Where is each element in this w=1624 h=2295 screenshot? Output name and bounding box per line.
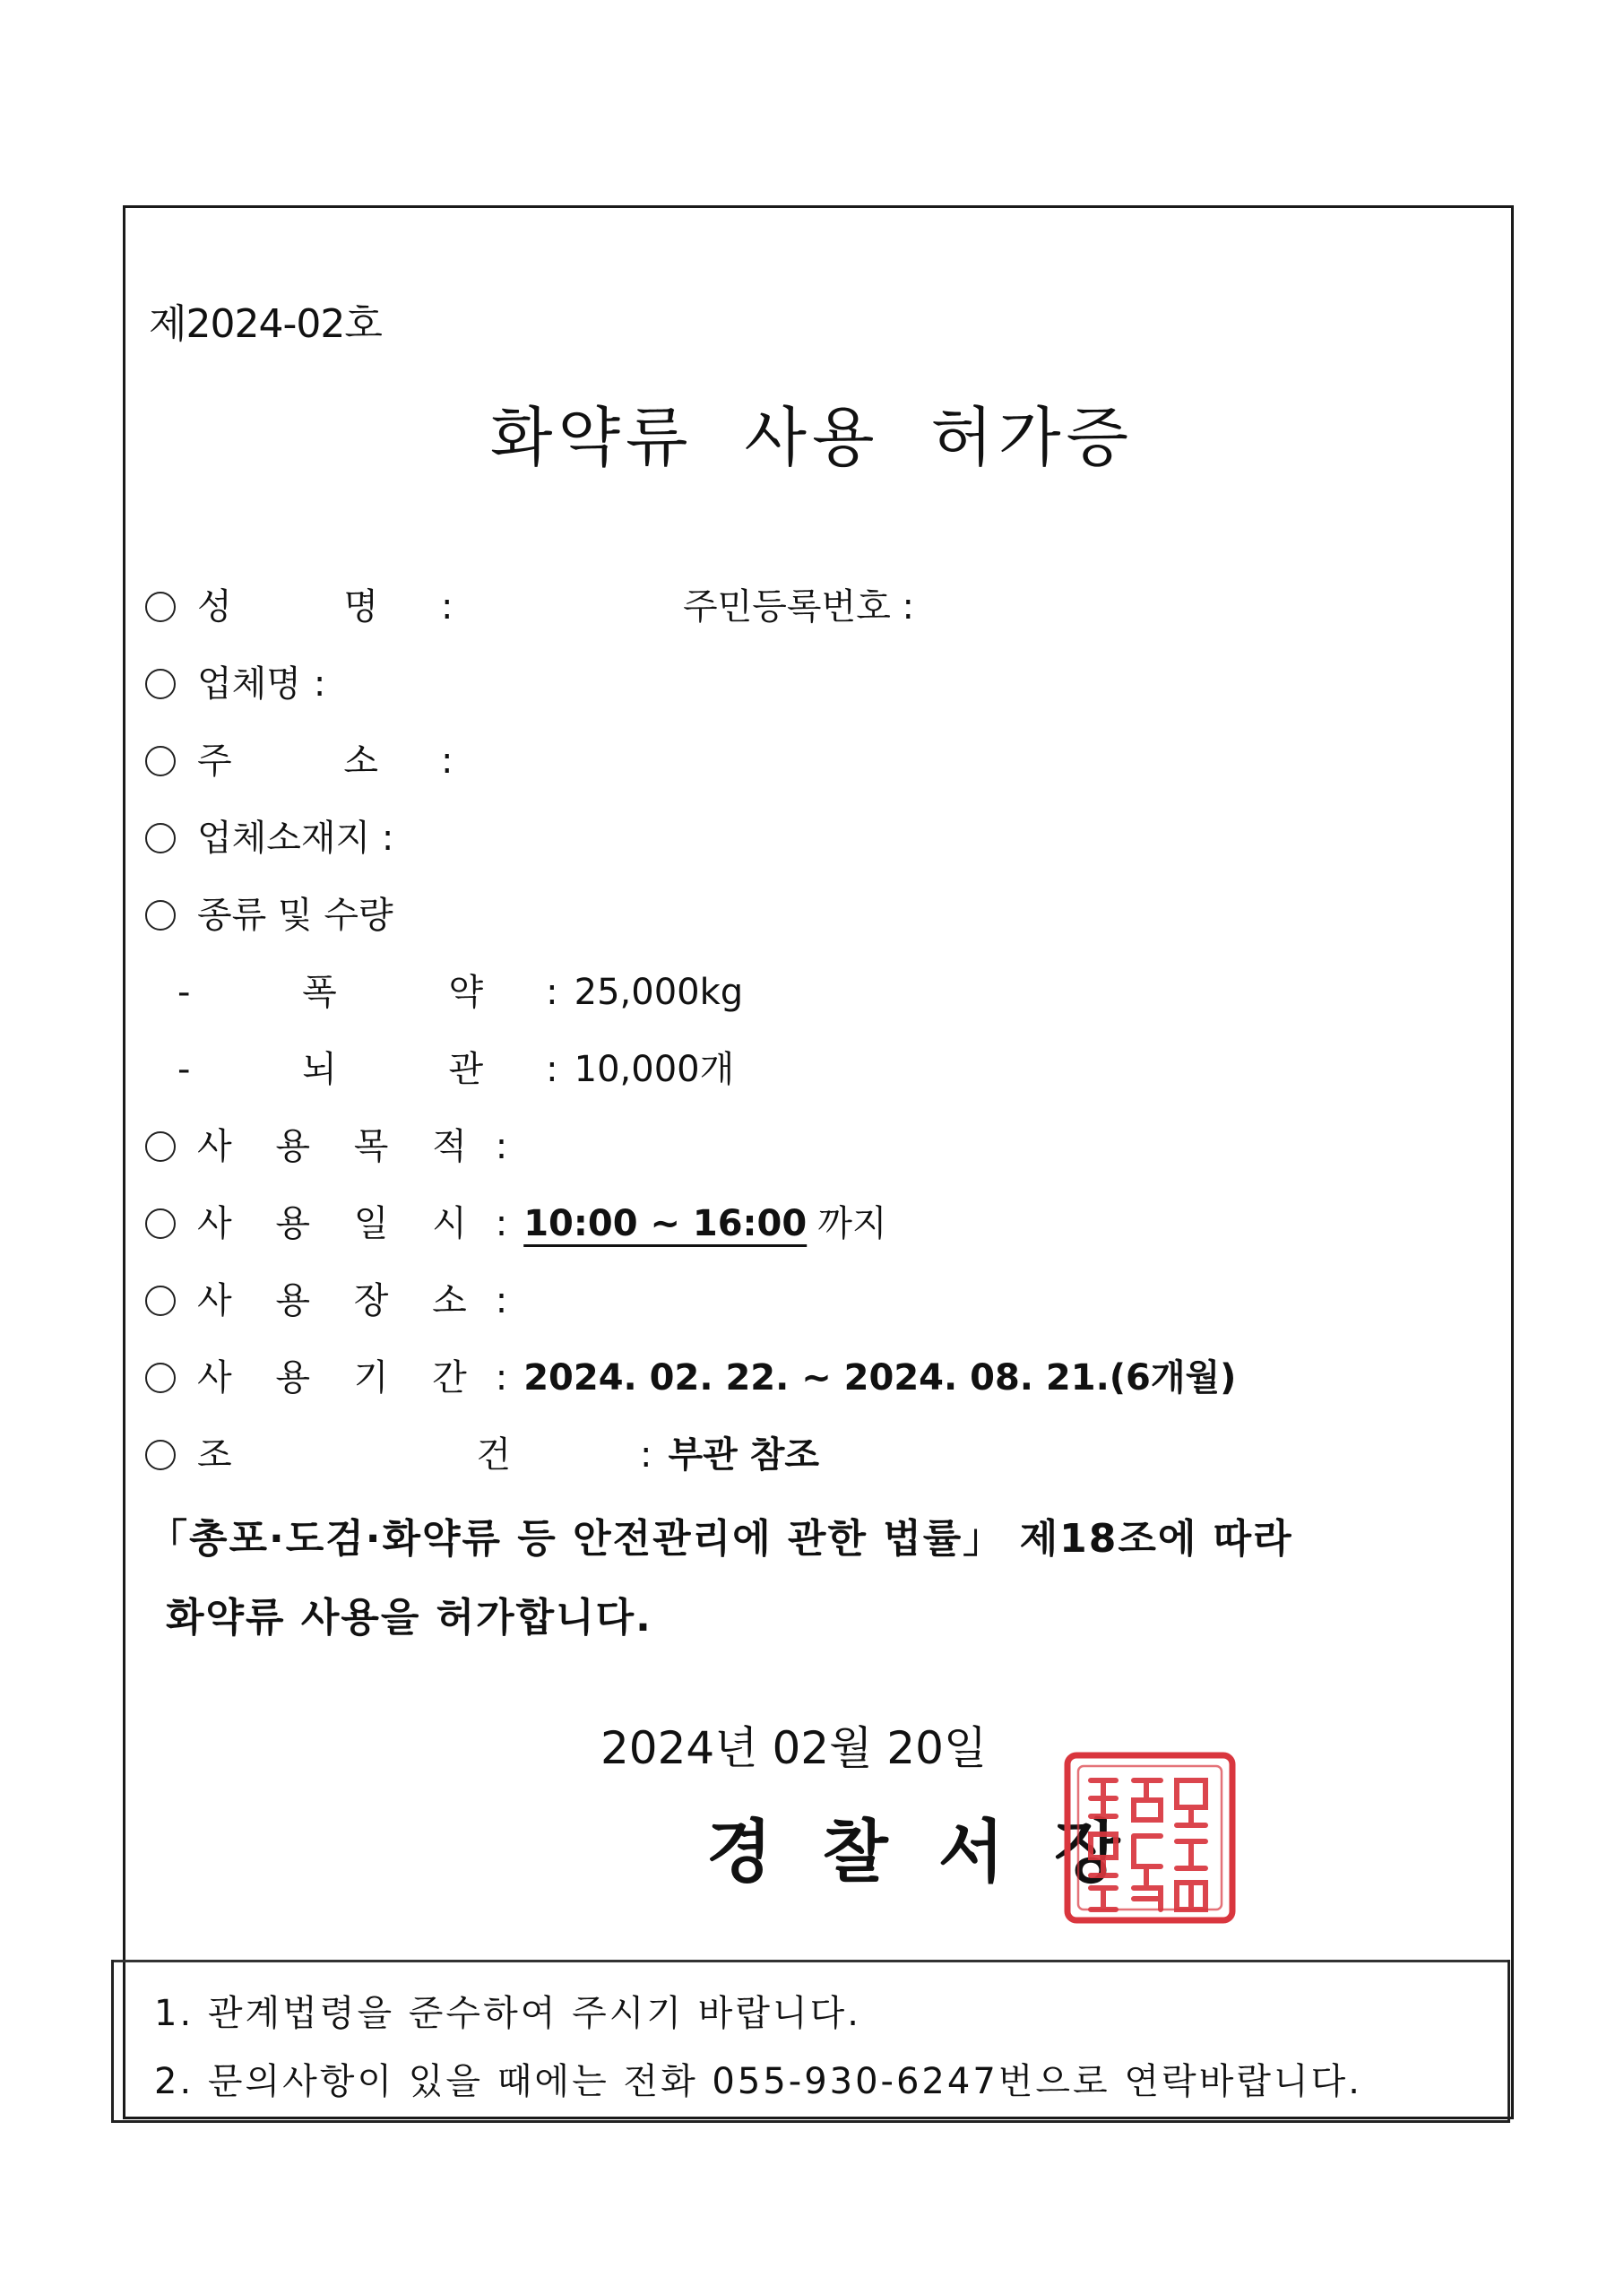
field-place: 사 용 장 소 : bbox=[145, 1272, 523, 1323]
field-time-suffix: 까지 bbox=[817, 1203, 887, 1244]
field-kind-qty-label: 종류 및 수량 bbox=[197, 895, 393, 936]
field-kind-qty bbox=[145, 887, 393, 938]
issuer-name: 경찰서장 bbox=[706, 1812, 1170, 1892]
field-address: 주 소 : bbox=[145, 732, 469, 784]
field-condition-label: 조 건 bbox=[197, 1434, 627, 1476]
field-period-value: 2024. 02. 22. ~ 2024. 08. 21.(6개월) bbox=[523, 1357, 1237, 1399]
bullet-circle-icon bbox=[145, 1363, 176, 1393]
notes-divider bbox=[114, 1960, 1507, 1962]
bullet-circle-icon bbox=[145, 1440, 176, 1470]
field-explosive-label: - 폭 약 bbox=[177, 972, 534, 1013]
bullet-circle-icon bbox=[145, 1208, 176, 1239]
field-period-label: 사 용 기 간 bbox=[197, 1357, 483, 1399]
field-place-label: 사 용 장 소 bbox=[197, 1280, 483, 1321]
document-number: 제2024-02호 bbox=[149, 301, 382, 347]
bullet-circle-icon bbox=[145, 823, 176, 853]
bullet-circle-icon bbox=[145, 1286, 176, 1316]
field-purpose-label: 사 용 목 적 bbox=[197, 1126, 483, 1167]
field-company-label: 업체명 bbox=[197, 663, 301, 705]
bullet-circle-icon bbox=[145, 746, 176, 776]
legal-statement-line1: 「총포·도검·화약류 등 안전관리에 관한 법률」 제18조에 따라 bbox=[148, 1516, 1293, 1562]
field-detonator-value: 10,000개 bbox=[574, 1049, 735, 1090]
field-time-label: 사 용 일 시 bbox=[197, 1203, 483, 1244]
bullet-circle-icon bbox=[145, 669, 176, 699]
field-purpose: 사 용 목 적 : bbox=[145, 1118, 523, 1169]
field-explosive-value: 25,000kg bbox=[574, 972, 744, 1013]
field-name-label: 성 명 bbox=[197, 586, 428, 628]
note-item: 2. 문의사항이 있을 때에는 전화 055-930-6247번으로 연락바랍니다. bbox=[154, 2061, 1362, 2102]
field-resident-no: 주민등록번호 : bbox=[683, 586, 915, 628]
field-explosive: - 폭 약 : 25,000kg bbox=[177, 972, 744, 1013]
document-title: 화약류 사용 허가증 bbox=[489, 400, 1135, 475]
issue-date: 2024년 02월 20일 bbox=[600, 1722, 988, 1774]
field-period: 사 용 기 간 : 2024. 02. 22. ~ 2024. 08. 21.(6개월) bbox=[145, 1349, 1236, 1400]
field-address-label: 주 소 bbox=[197, 740, 428, 782]
bullet-circle-icon bbox=[145, 1131, 176, 1162]
field-time: 사 용 일 시 : 10:00 ~ 16:00 까지 bbox=[145, 1195, 887, 1246]
field-company: 업체명 : bbox=[145, 655, 341, 706]
field-company-location-label: 업체소재지 : bbox=[197, 818, 394, 859]
bullet-circle-icon bbox=[145, 900, 176, 931]
legal-statement-line2: 화약류 사용을 허가합니다. bbox=[166, 1595, 652, 1641]
field-detonator: - 뇌 관 : 10,000개 bbox=[177, 1049, 735, 1090]
field-condition-value: 부관 참조 bbox=[668, 1434, 819, 1476]
field-name: 성 명 : bbox=[145, 578, 469, 629]
official-seal-icon bbox=[1060, 1748, 1240, 1927]
field-time-value: 10:00 ~ 16:00 bbox=[523, 1203, 808, 1244]
note-item: 1. 관계법령을 준수하여 주시기 바랍니다. bbox=[154, 1993, 861, 2034]
bullet-circle-icon bbox=[145, 592, 176, 622]
field-condition: 조 건 : 부관 참조 bbox=[145, 1426, 819, 1477]
field-detonator-label: - 뇌 관 bbox=[177, 1049, 534, 1090]
field-company-location bbox=[145, 810, 393, 861]
